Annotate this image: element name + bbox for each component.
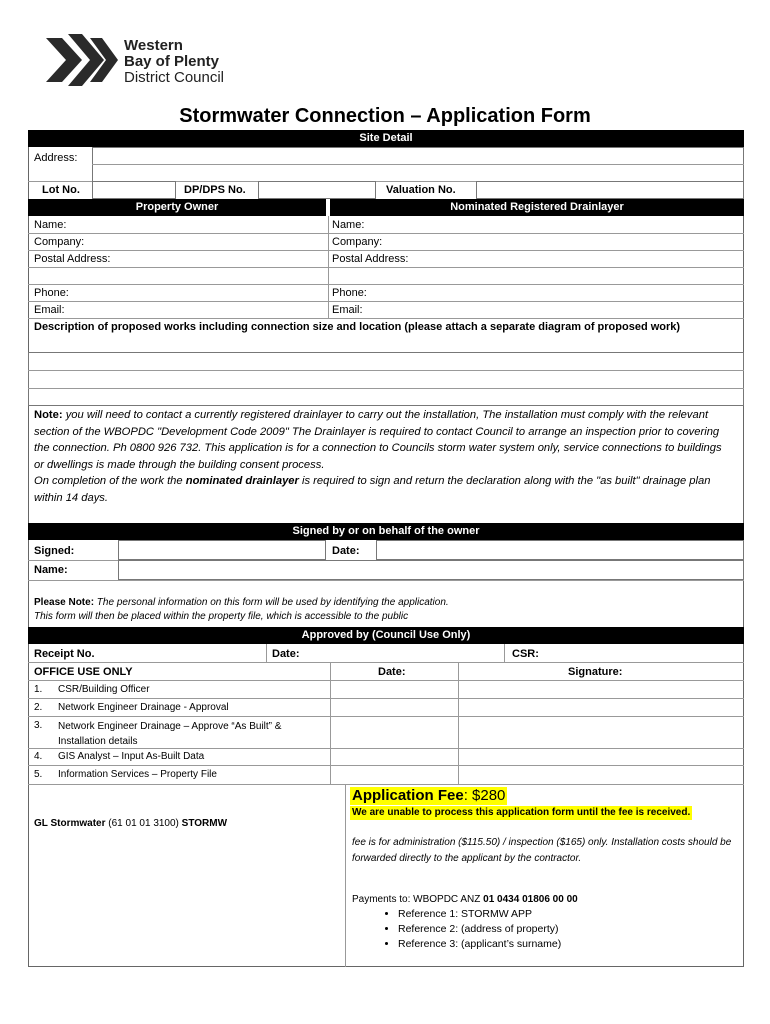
- account-number: 01 0434 01806 00 00: [483, 894, 578, 905]
- council-logo-icon: [44, 30, 120, 90]
- office-item-text: CSR/Building Officer: [58, 684, 150, 695]
- dp-field[interactable]: [258, 181, 376, 199]
- dp-label: DP/DPS No.: [184, 184, 246, 196]
- site-detail-header: Site Detail: [28, 130, 744, 147]
- receipt-label[interactable]: Receipt No.: [34, 648, 95, 660]
- office-item-text: Network Engineer Drainage – Approve “As Built” & Installation details: [58, 721, 282, 747]
- note-label: Note:: [34, 409, 63, 421]
- divider: [28, 765, 744, 766]
- address-label: Address:: [34, 152, 78, 164]
- office-item: [34, 768, 42, 782]
- note-completion-a: On completion of the work the: [34, 475, 186, 487]
- description-label: Description of proposed works including connection size and location (please attach a separate diagram of proposed work): [34, 321, 681, 333]
- divider: [28, 784, 744, 785]
- signature-field[interactable]: [118, 540, 326, 560]
- signed-name-field[interactable]: [118, 560, 744, 580]
- gl-label: GL Stormwater: [34, 818, 106, 829]
- drainlayer-name-field[interactable]: Name:: [332, 219, 365, 231]
- divider: [28, 716, 744, 717]
- drainlayer-postal-field[interactable]: Postal Address:: [332, 253, 409, 265]
- office-date-label: Date:: [378, 666, 406, 678]
- privacy-note: [34, 596, 734, 624]
- payments-label: Payments to: WBOPDC ANZ: [352, 894, 484, 905]
- drainlayer-header: Nominated Registered Drainlayer: [330, 199, 744, 216]
- logo-line-2: Bay of Plenty: [124, 53, 220, 70]
- lot-field[interactable]: [92, 181, 176, 199]
- payment-details: [352, 893, 578, 907]
- note-body: you will need to contact a currently registered drainlayer to carry out the installation, The installation must comply with the relevant section of the WBOPDC "Development Code 2009" The Drainlayer is required to contact Council to arrange an inspection prior to covering the connection. Ph 0800 926 732. This application is for a connection to Councils storm water system only, service connections to buildings or dwellings is made through the building consent process.: [34, 409, 722, 471]
- divider: [92, 164, 744, 165]
- drainlayer-company-field[interactable]: Company:: [332, 236, 383, 248]
- valuation-label: Valuation No.: [386, 184, 456, 196]
- gl-number: (61 01 01 3100): [105, 818, 182, 829]
- owner-email-field[interactable]: Email:: [34, 304, 65, 316]
- list-item: • Reference 2: (address of property): [398, 922, 561, 937]
- application-fee: [350, 787, 507, 805]
- divider: [28, 233, 744, 234]
- office-item: [34, 750, 42, 764]
- signed-label: Signed:: [34, 545, 75, 557]
- item-number: 1.: [34, 684, 43, 695]
- owner-phone-field[interactable]: Phone:: [34, 287, 69, 299]
- drainlayer-email-field[interactable]: Email:: [332, 304, 363, 316]
- gl-code-name: STORMW: [181, 818, 228, 829]
- privacy-label: Please Note:: [34, 597, 95, 608]
- office-item: [34, 701, 42, 715]
- privacy-text-2: This form will then be placed within the property file, which is accessible to the public: [34, 611, 409, 622]
- drainlayer-phone-field[interactable]: Phone:: [332, 287, 367, 299]
- divider: [28, 680, 744, 681]
- item-number: 3.: [34, 720, 43, 731]
- logo-line-1: Western: [124, 37, 183, 54]
- office-use-label: OFFICE USE ONLY: [34, 666, 133, 678]
- list-item: • Reference 1: STORMW APP: [398, 907, 561, 922]
- office-item: [34, 719, 42, 733]
- fee-warning: We are unable to process this application form until the fee is received.: [352, 807, 691, 818]
- csr-label[interactable]: CSR:: [512, 648, 539, 660]
- privacy-text-1: The personal information on this form will be used by identifying the application.: [94, 597, 449, 608]
- owner-name-field[interactable]: Name:: [34, 219, 67, 231]
- fee-breakdown: fee is for administration ($115.50) / inspection ($165) only. Installation costs should be forwarded directly to the applicant by the contractor.: [352, 837, 732, 864]
- item-number: 5.: [34, 769, 43, 780]
- fee-label: Application Fee: [352, 787, 464, 804]
- valuation-field[interactable]: [476, 181, 744, 199]
- note-completion-b: nominated drainlayer: [185, 475, 299, 487]
- approved-header: Approved by (Council Use Only): [28, 627, 744, 644]
- divider: [504, 644, 505, 662]
- divider: [28, 370, 744, 371]
- item-number: 4.: [34, 751, 43, 762]
- divider: [28, 388, 744, 389]
- owner-postal-field[interactable]: Postal Address:: [34, 253, 111, 265]
- divider: [28, 580, 744, 581]
- signed-date-label: Date:: [332, 545, 360, 557]
- reference-list: [350, 907, 561, 952]
- lot-label: Lot No.: [42, 184, 80, 196]
- signed-header: Signed by or on behalf of the owner: [28, 523, 744, 540]
- office-signature-label: Signature:: [568, 666, 623, 678]
- divider: [28, 698, 744, 699]
- office-item-text: GIS Analyst – Input As-Built Data: [58, 751, 205, 762]
- signed-date-field[interactable]: [376, 540, 744, 560]
- name-label: Name:: [34, 564, 68, 576]
- fee-amount: : $280: [463, 787, 506, 804]
- divider: [345, 784, 346, 967]
- divider: [266, 644, 267, 662]
- approved-date-label[interactable]: Date:: [272, 648, 300, 660]
- office-item: [34, 683, 42, 697]
- divider: [28, 267, 744, 268]
- note-text: [34, 407, 734, 506]
- logo-line-3: District Council: [124, 69, 225, 86]
- gl-code: [34, 817, 227, 831]
- divider: [28, 284, 744, 285]
- page-title: Stormwater Connection – Application Form: [179, 105, 591, 127]
- item-number: 2.: [34, 702, 43, 713]
- description-field[interactable]: [28, 352, 744, 406]
- list-item: • Reference 3: (applicant’s surname): [398, 937, 561, 952]
- property-owner-header: Property Owner: [28, 199, 326, 216]
- office-item-text: Network Engineer Drainage - Approval: [58, 702, 229, 713]
- divider: [28, 662, 744, 663]
- council-name: [124, 38, 224, 86]
- office-item-text: Information Services – Property File: [58, 769, 217, 780]
- divider: [28, 301, 744, 302]
- owner-company-field[interactable]: Company:: [34, 236, 85, 248]
- note-completion-c: is required to sign and return the declaration along with the "as built" drainage plan within 14 days.: [34, 475, 711, 504]
